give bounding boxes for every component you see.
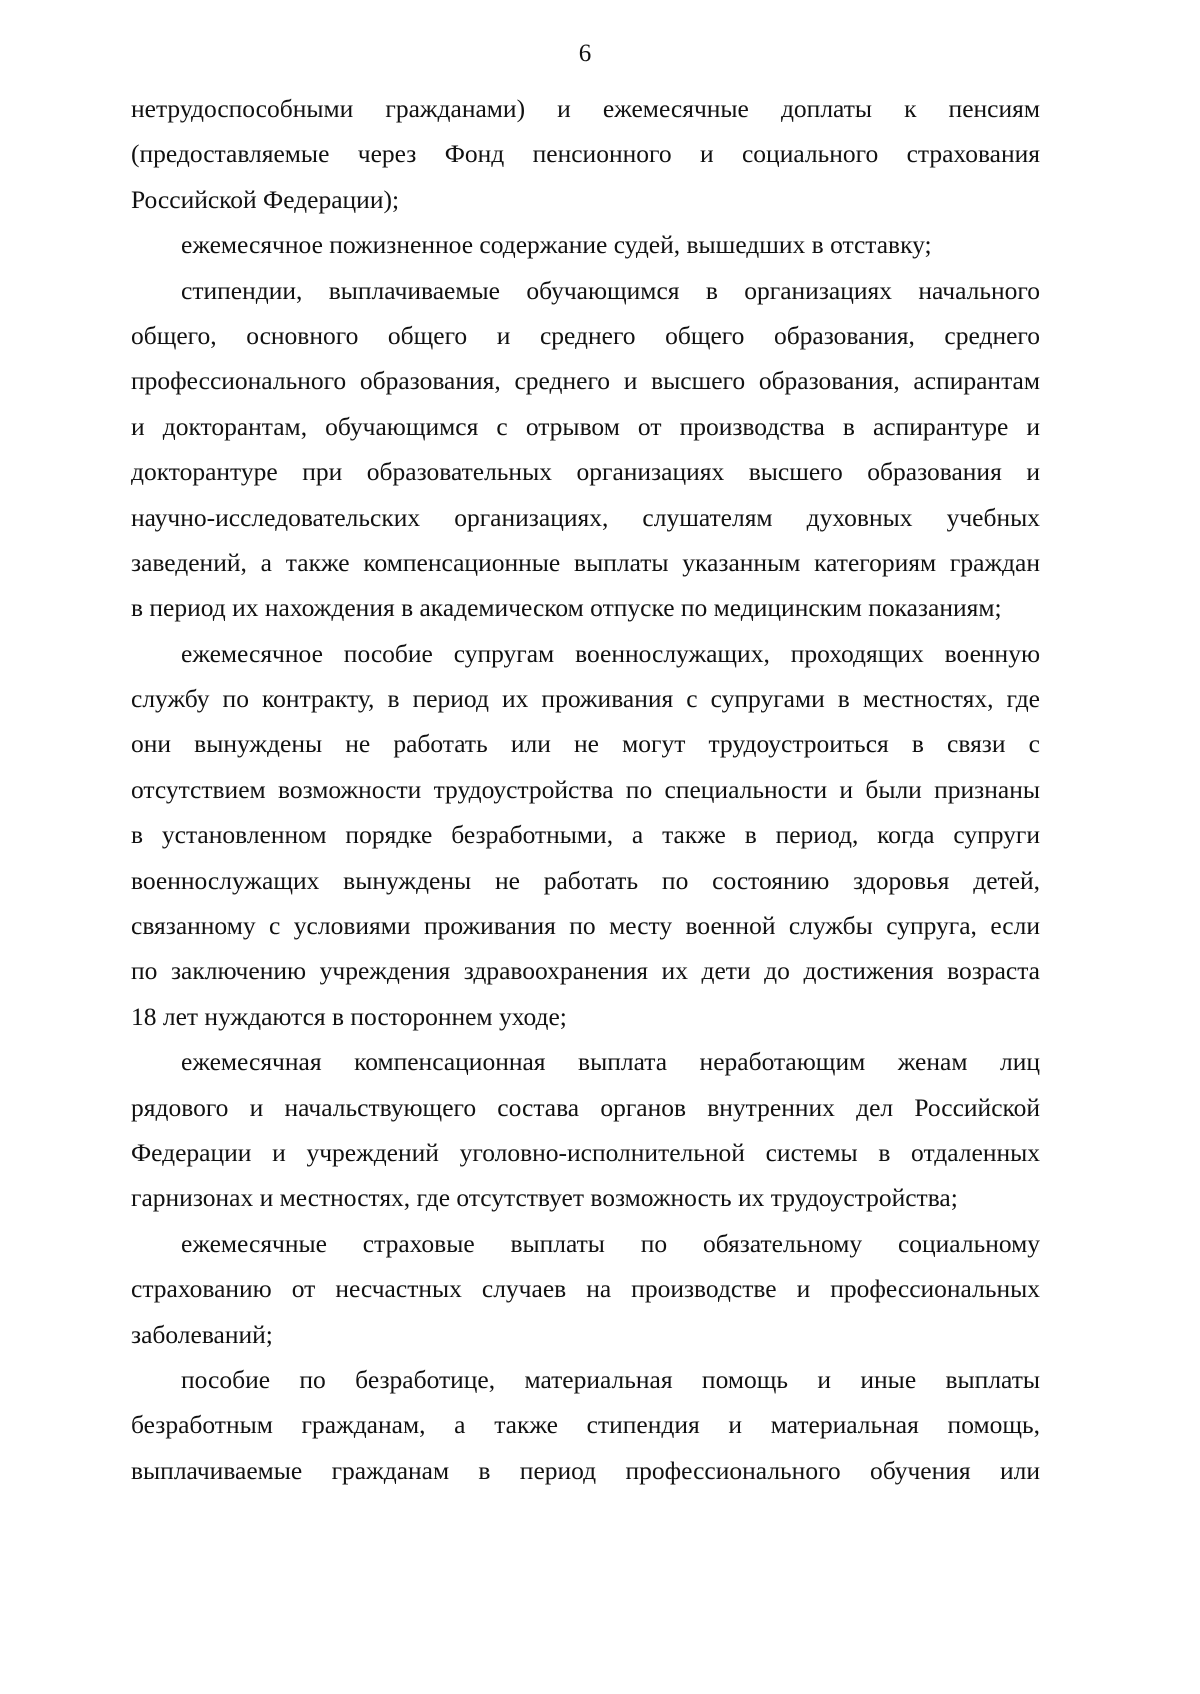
- text-line: рядового и начальствующего состава органов внутренних дел Российской: [131, 1092, 1040, 1122]
- text-line: ежемесячная компенсационная выплата неработающим женам лиц: [181, 1047, 1040, 1077]
- text-line: заболеваний;: [131, 1319, 273, 1349]
- text-line: по заключению учреждения здравоохранения их дети до достижения возраста: [131, 956, 1040, 986]
- document-body: [131, 86, 1040, 1493]
- text-line: (предоставляемые через Фонд пенсионного и социального страхования: [131, 139, 1040, 169]
- text-line: общего, основного общего и среднего общего образования, среднего: [131, 320, 1040, 350]
- paragraph: [131, 1221, 1040, 1357]
- text-line: заведений, а также компенсационные выплаты указанным категориям граждан: [131, 547, 1040, 577]
- text-line: выплачиваемые гражданам в период профессионального обучения или: [131, 1455, 1040, 1485]
- text-line: докторантуре при образовательных организациях высшего образования и: [131, 457, 1040, 487]
- paragraph: [131, 222, 1040, 267]
- text-line: они вынуждены не работать или не могут трудоустроиться в связи с: [131, 729, 1040, 759]
- paragraph: [131, 631, 1040, 1040]
- text-line: службу по контракту, в период их проживания с супругами в местностях, где: [131, 684, 1040, 714]
- text-line: страхованию от несчастных случаев на производстве и профессиональных: [131, 1274, 1040, 1304]
- text-line: 18 лет нуждаются в постороннем уходе;: [131, 1001, 567, 1031]
- text-line: связанному с условиями проживания по месту военной службы супруга, если: [131, 911, 1040, 941]
- text-line: стипендии, выплачиваемые обучающимся в организациях начального: [181, 275, 1040, 305]
- text-line: профессионального образования, среднего и высшего образования, аспирантам: [131, 366, 1040, 396]
- text-line: ежемесячное пожизненное содержание судей, вышедших в отставку;: [181, 230, 932, 260]
- text-line: безработным гражданам, а также стипендия и материальная помощь,: [131, 1410, 1040, 1440]
- text-line: научно-исследовательских организациях, слушателям духовных учебных: [131, 502, 1040, 532]
- page-number: 6: [578, 40, 592, 67]
- text-line: отсутствием возможности трудоустройства по специальности и были признаны: [131, 774, 1040, 804]
- text-line: Российской Федерации);: [131, 184, 400, 214]
- text-line: в установленном порядке безработными, а также в период, когда супруги: [131, 820, 1040, 850]
- text-line: ежемесячные страховые выплаты по обязательному социальному: [181, 1228, 1040, 1258]
- text-line: и докторантам, обучающимся с отрывом от производства в аспирантуре и: [131, 411, 1040, 441]
- paragraph: [131, 86, 1040, 222]
- text-line: гарнизонах и местностях, где отсутствует возможность их трудоустройства;: [131, 1183, 958, 1213]
- text-line: ежемесячное пособие супругам военнослужащих, проходящих военную: [181, 638, 1040, 668]
- text-line: Федерации и учреждений уголовно-исполнительной системы в отдаленных: [131, 1137, 1040, 1167]
- text-line: пособие по безработице, материальная помощь и иные выплаты: [181, 1364, 1040, 1394]
- paragraph: [131, 1039, 1040, 1221]
- paragraph: [131, 1357, 1040, 1493]
- text-line: нетрудоспособными гражданами) и ежемесячные доплаты к пенсиям: [131, 94, 1040, 123]
- paragraph: [131, 268, 1040, 631]
- text-line: военнослужащих вынуждены не работать по состоянию здоровья детей,: [131, 865, 1040, 895]
- text-line: в период их нахождения в академическом отпуске по медицинским показаниям;: [131, 593, 1002, 623]
